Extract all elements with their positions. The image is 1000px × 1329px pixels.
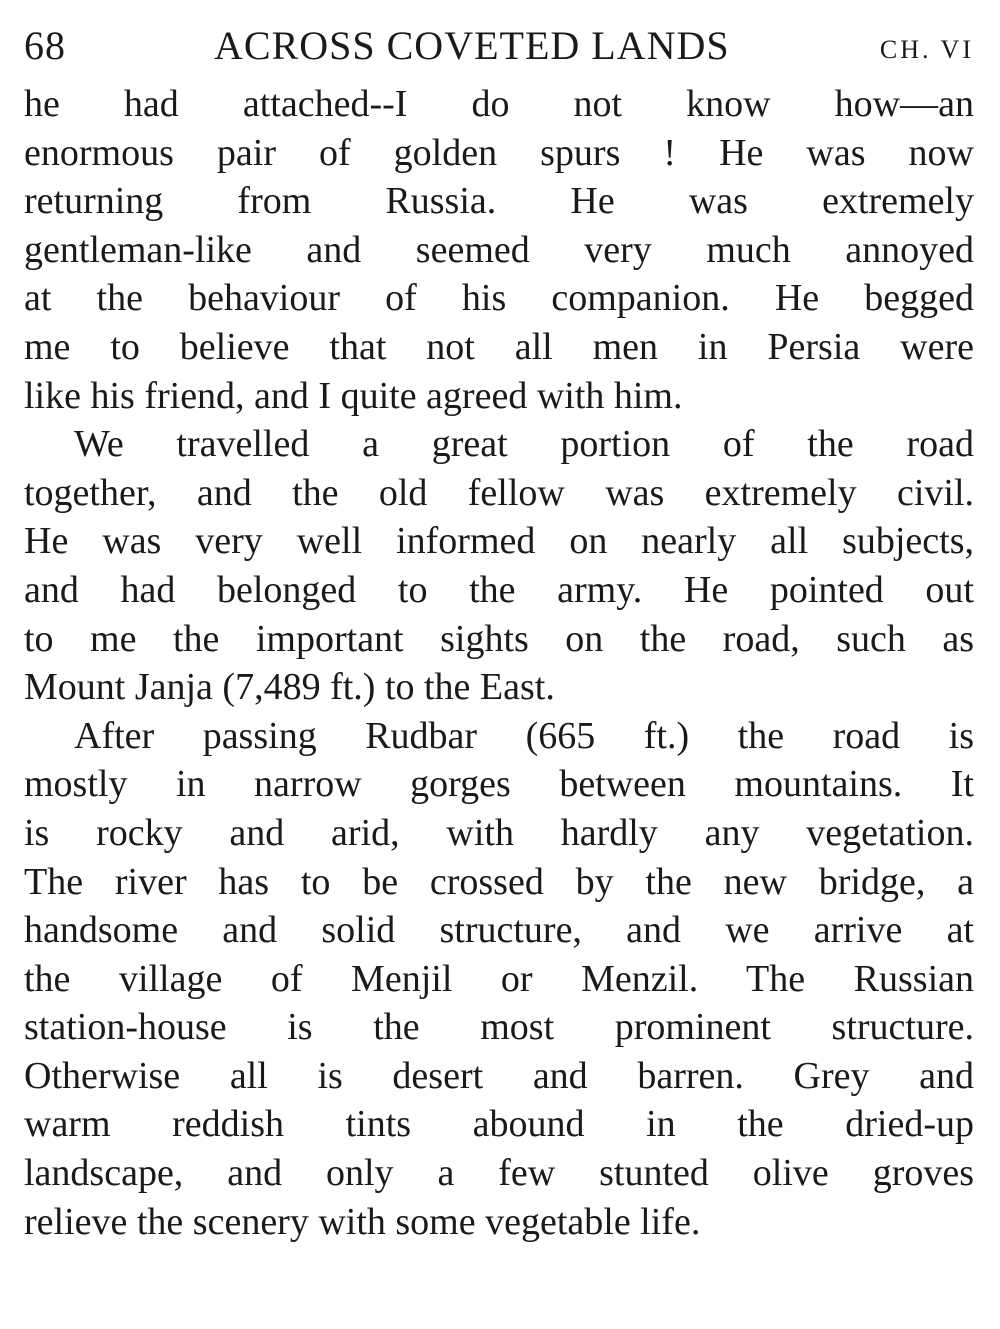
text-line: at the behaviour of his companion. He begged [24,277,974,320]
text-line: He was very well informed on nearly all subjects, [24,520,974,563]
text-line: We travelled a great portion of the road [74,423,974,466]
paragraph-1 [24,80,974,420]
text-line: handsome and solid structure, and we arrive at [24,909,974,952]
text-line: returning from Russia. He was extremely [24,180,974,223]
running-head [24,18,974,78]
paragraph-2 [24,420,974,712]
text-line: like his friend, and I quite agreed with him. [24,374,683,417]
text-line: mostly in narrow gorges between mountains. It [24,763,974,806]
chapter-label: CH. VI [879,35,974,64]
text-line: warm reddish tints abound in the dried-up [24,1103,974,1146]
text-line: together, and the old fellow was extremely civil. [24,471,974,514]
book-title: ACROSS COVETED LANDS [214,23,730,68]
book-page [24,18,974,1308]
text-line: After passing Rudbar (665 ft.) the road is [74,714,974,757]
text-line: he had attached--I do not know how—an [24,83,974,125]
text-line: gentleman-like and seemed very much annoyed [24,228,974,271]
page-number: 68 [24,23,66,68]
text-line: and had belonged to the army. He pointed out [24,568,974,611]
text-line: Mount Janja (7,489 ft.) to the East. [24,666,555,709]
text-line: landscape, and only a few stunted olive groves [24,1152,974,1195]
text-line: me to believe that not all men in Persia were [24,325,974,368]
text-line: Otherwise all is desert and barren. Grey and [24,1054,974,1097]
paragraph-3 [24,712,974,1247]
body-text [24,80,974,1246]
text-line: to me the important sights on the road, such as [24,617,974,660]
text-line: is rocky and arid, with hardly any vegetation. [24,811,974,854]
text-line: station-house is the most prominent structure. [24,1006,974,1049]
text-line: The river has to be crossed by the new bridge, a [24,860,974,903]
text-line: the village of Menjil or Menzil. The Russian [24,957,974,1000]
text-line: enormous pair of golden spurs ! He was now [24,131,974,174]
text-line: relieve the scenery with some vegetable life. [24,1200,701,1243]
